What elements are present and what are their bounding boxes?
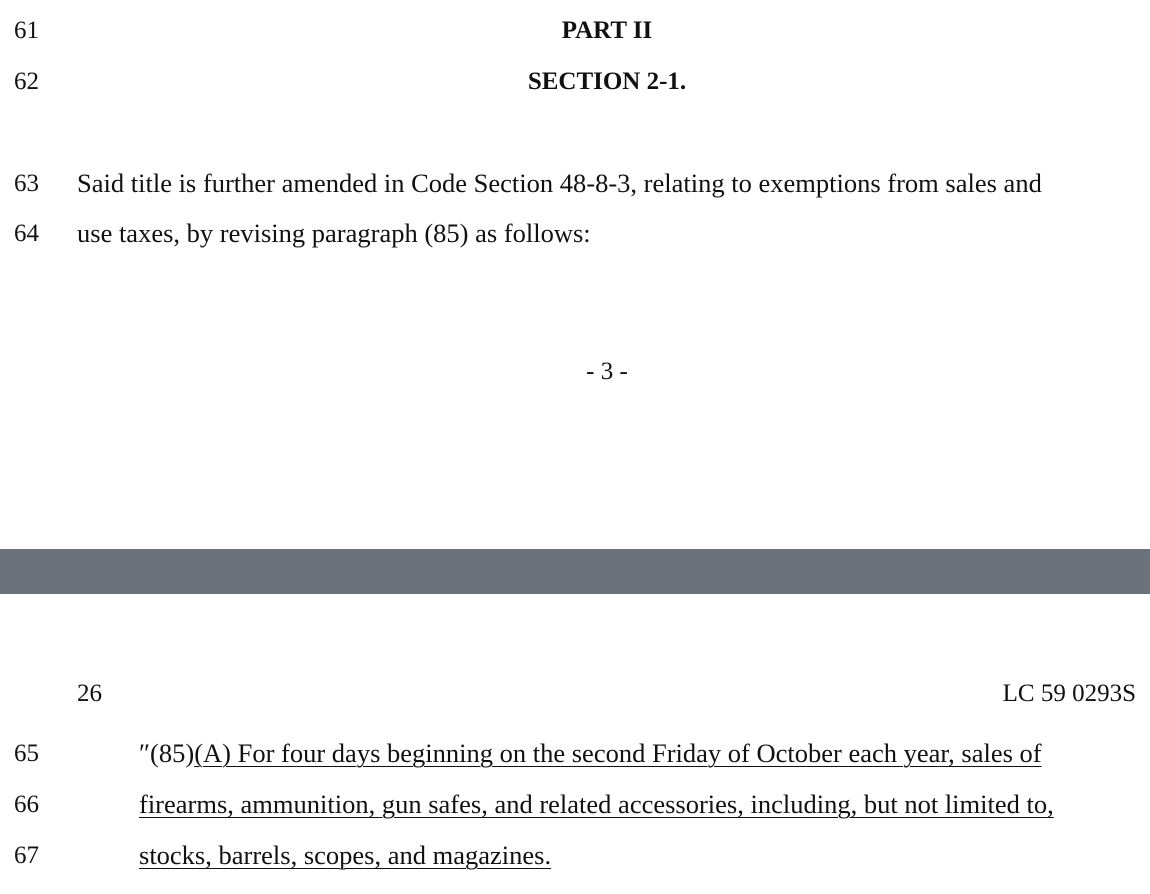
page-separator <box>0 549 1150 594</box>
document-page-next <box>0 594 1150 894</box>
body-text-line: use taxes, by revising paragraph (85) as follows: <box>77 218 591 248</box>
section-heading: SECTION 2-1. <box>527 68 687 95</box>
paragraph-prefix: ″(85) <box>139 738 195 768</box>
page-number: - 3 - <box>586 358 628 385</box>
line-number: 67 <box>14 842 39 869</box>
part-heading: PART II <box>561 17 653 44</box>
line-number: 66 <box>14 791 39 818</box>
line-number: 64 <box>14 220 39 247</box>
inserted-text: firearms, ammunition, gun safes, and related accessories, including, but not limited to, <box>139 789 1054 819</box>
header-doc-id: LC 59 0293S <box>1002 680 1136 707</box>
inserted-text: stocks, barrels, scopes, and magazines. <box>139 840 552 870</box>
line-number: 65 <box>14 740 39 767</box>
line-number: 62 <box>14 68 39 95</box>
inserted-text: (A) For four days beginning on the second Friday of October each year, sales of <box>194 738 1042 768</box>
body-text-line: Said title is further amended in Code Section 48-8-3, relating to exemptions from sales and <box>77 168 1042 198</box>
line-number: 63 <box>14 170 39 197</box>
header-page-label: 26 <box>77 680 102 707</box>
line-number: 61 <box>14 17 39 44</box>
amended-text-line <box>139 740 1042 767</box>
